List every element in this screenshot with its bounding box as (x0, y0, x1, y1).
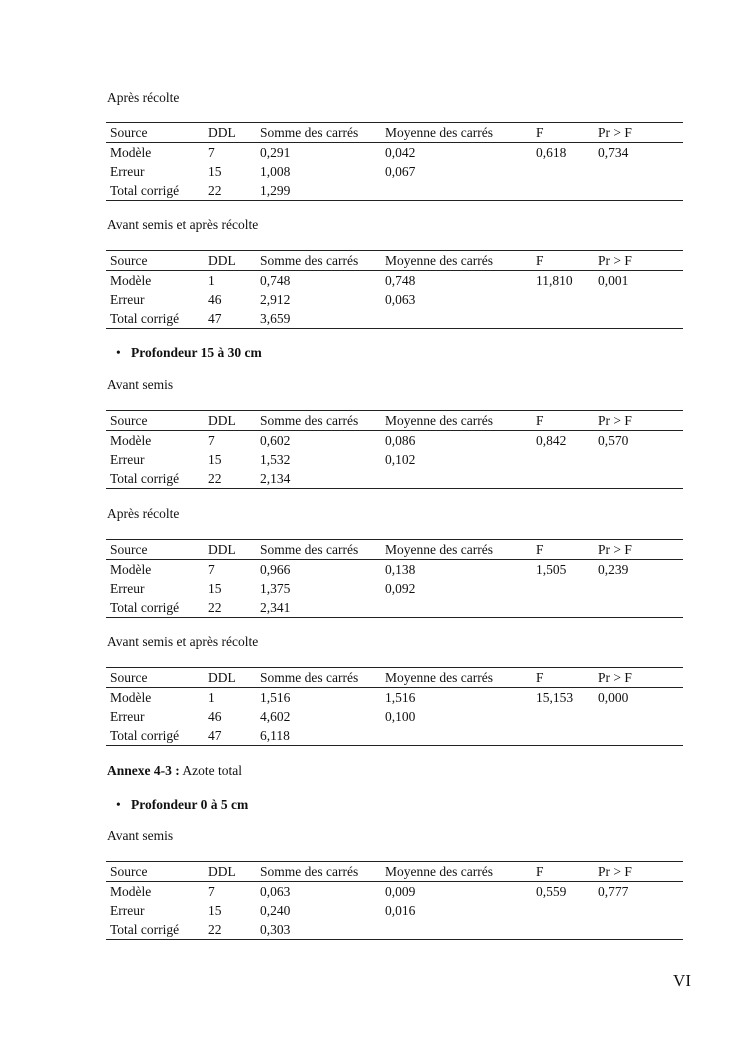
mean-square-cell (381, 598, 532, 618)
column-header: Pr > F (598, 125, 632, 140)
source-cell: Modèle (110, 884, 152, 899)
section-label: Après récolte (107, 506, 180, 521)
f-value-cell (532, 579, 594, 598)
column-header: Pr > F (598, 253, 632, 268)
sum-of-squares-cell: 0,291 (260, 145, 291, 160)
bullet-icon: • (116, 345, 121, 360)
f-value-cell: 0,559 (536, 884, 567, 899)
column-header: F (536, 125, 544, 140)
f-value-cell (532, 707, 594, 726)
sum-of-squares-cell: 0,240 (260, 903, 291, 918)
column-header: Moyenne des carrés (385, 670, 493, 685)
f-value-cell (532, 598, 594, 618)
p-value-cell (594, 598, 683, 618)
annex-heading (107, 763, 242, 779)
f-value-cell: 0,618 (536, 145, 567, 160)
table-row (106, 290, 683, 309)
anova-table (106, 410, 683, 489)
p-value-cell (594, 162, 683, 181)
table-row (106, 309, 683, 329)
source-cell: Total corrigé (110, 922, 180, 937)
table-row (106, 882, 683, 902)
f-value-cell: 0,842 (536, 433, 567, 448)
ddl-cell: 46 (208, 292, 222, 307)
column-header: Source (110, 864, 148, 879)
source-cell: Erreur (110, 452, 145, 467)
sum-of-squares-cell: 0,602 (260, 433, 291, 448)
column-header: Moyenne des carrés (385, 253, 493, 268)
p-value-cell (594, 181, 683, 201)
header-row (106, 411, 683, 431)
column-header: F (536, 864, 544, 879)
table-row (106, 920, 683, 940)
anova-table (106, 861, 683, 940)
p-value-cell: 0,777 (598, 884, 629, 899)
table-row (106, 707, 683, 726)
depth-heading-text: Profondeur 0 à 5 cm (131, 797, 249, 812)
ddl-cell: 7 (208, 562, 215, 577)
table-row (106, 579, 683, 598)
column-header: Source (110, 670, 148, 685)
sum-of-squares-cell: 1,532 (260, 452, 291, 467)
column-header: Source (110, 413, 148, 428)
column-header: Somme des carrés (260, 413, 359, 428)
section-label: Avant semis (107, 377, 174, 392)
mean-square-cell: 0,067 (385, 164, 416, 179)
table-row (106, 688, 683, 708)
column-header: DDL (208, 864, 236, 879)
ddl-cell: 46 (208, 709, 222, 724)
mean-square-cell: 0,063 (385, 292, 416, 307)
header-row (106, 862, 683, 882)
column-header: Source (110, 253, 148, 268)
mean-square-cell (381, 469, 532, 489)
source-cell: Erreur (110, 581, 145, 596)
header-row (106, 540, 683, 560)
table-row (106, 162, 683, 181)
source-cell: Modèle (110, 690, 152, 705)
source-cell: Total corrigé (110, 600, 180, 615)
source-cell: Erreur (110, 292, 145, 307)
ddl-cell: 15 (208, 903, 222, 918)
column-header: Somme des carrés (260, 864, 359, 879)
mean-square-cell (381, 309, 532, 329)
table-row (106, 181, 683, 201)
column-header: Pr > F (598, 864, 632, 879)
source-cell: Erreur (110, 903, 145, 918)
ddl-cell: 7 (208, 884, 215, 899)
column-header: Pr > F (598, 670, 632, 685)
anova-table (106, 250, 683, 329)
column-header: DDL (208, 253, 236, 268)
p-value-cell (594, 309, 683, 329)
section-label: Avant semis et après récolte (107, 217, 259, 232)
page-number: VI (673, 971, 691, 990)
mean-square-cell (381, 920, 532, 940)
annex-number: Annexe 4-3 : (107, 763, 180, 778)
column-header: DDL (208, 670, 236, 685)
source-cell: Total corrigé (110, 183, 180, 198)
sum-of-squares-cell: 1,375 (260, 581, 291, 596)
mean-square-cell: 1,516 (385, 690, 416, 705)
mean-square-cell: 0,748 (385, 273, 416, 288)
f-value-cell (532, 469, 594, 489)
ddl-cell: 22 (208, 922, 222, 937)
mean-square-cell: 0,086 (385, 433, 416, 448)
table-row (106, 271, 683, 291)
section-label: Après récolte (107, 90, 180, 105)
mean-square-cell: 0,092 (385, 581, 416, 596)
p-value-cell (594, 920, 683, 940)
ddl-cell: 22 (208, 471, 222, 486)
ddl-cell: 7 (208, 433, 215, 448)
depth-heading-text: Profondeur 15 à 30 cm (131, 345, 262, 360)
p-value-cell (594, 290, 683, 309)
sum-of-squares-cell: 0,748 (260, 273, 291, 288)
sum-of-squares-cell: 2,912 (260, 292, 291, 307)
column-header: F (536, 670, 544, 685)
p-value-cell (594, 901, 683, 920)
mean-square-cell: 0,100 (385, 709, 416, 724)
p-value-cell (594, 726, 683, 746)
mean-square-cell: 0,138 (385, 562, 416, 577)
header-row (106, 123, 683, 143)
p-value-cell: 0,001 (598, 273, 629, 288)
source-cell: Total corrigé (110, 728, 180, 743)
f-value-cell: 15,153 (536, 690, 574, 705)
anova-table (106, 122, 683, 201)
ddl-cell: 1 (208, 690, 215, 705)
column-header: Moyenne des carrés (385, 125, 493, 140)
mean-square-cell: 0,102 (385, 452, 416, 467)
ddl-cell: 7 (208, 145, 215, 160)
p-value-cell (594, 707, 683, 726)
sum-of-squares-cell: 4,602 (260, 709, 291, 724)
ddl-cell: 47 (208, 728, 222, 743)
mean-square-cell: 0,009 (385, 884, 416, 899)
annex-title: Azote total (179, 763, 242, 778)
column-header: Source (110, 542, 148, 557)
p-value-cell: 0,000 (598, 690, 629, 705)
f-value-cell (532, 726, 594, 746)
mean-square-cell (381, 181, 532, 201)
column-header: F (536, 253, 544, 268)
table-row (106, 901, 683, 920)
sum-of-squares-cell: 0,303 (260, 922, 291, 937)
mean-square-cell: 0,042 (385, 145, 416, 160)
source-cell: Erreur (110, 709, 145, 724)
sum-of-squares-cell: 0,966 (260, 562, 291, 577)
f-value-cell (532, 181, 594, 201)
column-header: Source (110, 125, 148, 140)
p-value-cell (594, 469, 683, 489)
anova-table (106, 539, 683, 618)
depth-heading (116, 797, 249, 813)
f-value-cell: 1,505 (536, 562, 567, 577)
table-row (106, 598, 683, 618)
column-header: Pr > F (598, 542, 632, 557)
f-value-cell (532, 309, 594, 329)
table-row (106, 726, 683, 746)
column-header: Somme des carrés (260, 125, 359, 140)
source-cell: Modèle (110, 562, 152, 577)
column-header: Somme des carrés (260, 542, 359, 557)
ddl-cell: 1 (208, 273, 215, 288)
sum-of-squares-cell: 2,134 (260, 471, 291, 486)
source-cell: Erreur (110, 164, 145, 179)
source-cell: Total corrigé (110, 311, 180, 326)
column-header: DDL (208, 125, 236, 140)
column-header: Somme des carrés (260, 253, 359, 268)
p-value-cell: 0,734 (598, 145, 629, 160)
sum-of-squares-cell: 6,118 (260, 728, 290, 743)
ddl-cell: 15 (208, 581, 222, 596)
column-header: F (536, 542, 544, 557)
mean-square-cell: 0,016 (385, 903, 416, 918)
sum-of-squares-cell: 2,341 (260, 600, 291, 615)
source-cell: Modèle (110, 433, 152, 448)
ddl-cell: 15 (208, 452, 222, 467)
f-value-cell: 11,810 (536, 273, 573, 288)
f-value-cell (532, 920, 594, 940)
table-row (106, 450, 683, 469)
sum-of-squares-cell: 0,063 (260, 884, 291, 899)
f-value-cell (532, 450, 594, 469)
p-value-cell (594, 450, 683, 469)
ddl-cell: 47 (208, 311, 222, 326)
column-header: Moyenne des carrés (385, 413, 493, 428)
column-header: Moyenne des carrés (385, 542, 493, 557)
p-value-cell (594, 579, 683, 598)
ddl-cell: 22 (208, 600, 222, 615)
sum-of-squares-cell: 1,008 (260, 164, 291, 179)
column-header: Somme des carrés (260, 670, 359, 685)
header-row (106, 668, 683, 688)
ddl-cell: 15 (208, 164, 222, 179)
anova-table (106, 667, 683, 746)
section-label: Avant semis (107, 828, 174, 843)
table-row (106, 560, 683, 580)
ddl-cell: 22 (208, 183, 222, 198)
sum-of-squares-cell: 1,516 (260, 690, 291, 705)
f-value-cell (532, 901, 594, 920)
section-label: Avant semis et après récolte (107, 634, 259, 649)
source-cell: Total corrigé (110, 471, 180, 486)
table-row (106, 431, 683, 451)
source-cell: Modèle (110, 273, 152, 288)
sum-of-squares-cell: 1,299 (260, 183, 291, 198)
column-header: DDL (208, 413, 236, 428)
column-header: Moyenne des carrés (385, 864, 493, 879)
p-value-cell: 0,239 (598, 562, 629, 577)
mean-square-cell (381, 726, 532, 746)
f-value-cell (532, 290, 594, 309)
table-row (106, 469, 683, 489)
column-header: DDL (208, 542, 236, 557)
source-cell: Modèle (110, 145, 152, 160)
depth-heading (116, 345, 262, 361)
column-header: Pr > F (598, 413, 632, 428)
f-value-cell (532, 162, 594, 181)
p-value-cell: 0,570 (598, 433, 629, 448)
column-header: F (536, 413, 544, 428)
table-row (106, 143, 683, 163)
header-row (106, 251, 683, 271)
sum-of-squares-cell: 3,659 (260, 311, 291, 326)
bullet-icon: • (116, 797, 121, 812)
